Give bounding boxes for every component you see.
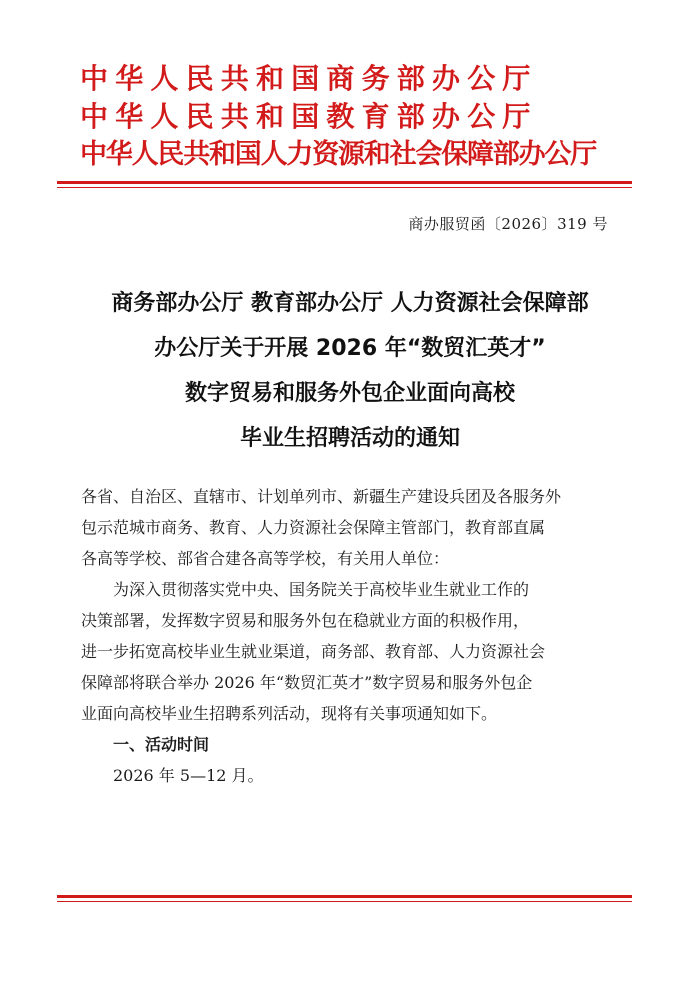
issuer-education: 中华人民共和国教育部办公厅 [80,100,538,133]
title-line: 商务部办公厅 教育部办公厅 人力资源社会保障部 [111,291,589,316]
header-divider-thick [57,181,632,184]
document-number: 商办服贸函〔2026〕319 号 [408,215,608,233]
header-divider-thin [57,187,632,188]
recipients-line: 各省、自治区、直辖市、计划单列市、新疆生产建设兵团及各服务外 [81,487,562,506]
paragraph-line: 为深入贯彻落实党中央、国务院关于高校毕业生就业工作的 [113,580,530,599]
title-line: 办公厅关于开展 2026 年“数贸汇英才” [154,336,546,361]
footer-divider-thin [57,901,632,902]
issuer-header [80,60,625,174]
paragraph-line: 业面向高校毕业生招聘系列活动，现将有关事项通知如下。 [81,704,498,723]
title-line: 数字贸易和服务外包企业面向高校 [184,381,515,406]
paragraph-line: 进一步拓宽高校毕业生就业渠道，商务部、教育部、人力资源社会 [81,642,546,661]
document-title [60,281,640,461]
issuer-hrss: 中华人民共和国人力资源和社会保障部办公厅 [80,139,596,170]
paragraph-line: 决策部署，发挥数字贸易和服务外包在稳就业方面的积极作用， [81,611,530,630]
paragraph-line: 保障部将联合举办 2026 年“数贸汇英才”数字贸易和服务外包企 [81,673,533,692]
title-line: 毕业生招聘活动的通知 [239,426,460,451]
recipients-line: 包示范城市商务、教育、人力资源社会保障主管部门，教育部直属 [81,518,546,537]
footer-divider-thick [57,895,632,898]
recipients-line: 各高等学校、部省合建各高等学校，有关用人单位： [81,549,450,568]
document-body [81,481,621,791]
issuer-commerce: 中华人民共和国商务部办公厅 [80,62,538,95]
section-text: 2026 年 5—12 月。 [113,766,264,785]
section-heading: 一、活动时间 [113,735,210,754]
